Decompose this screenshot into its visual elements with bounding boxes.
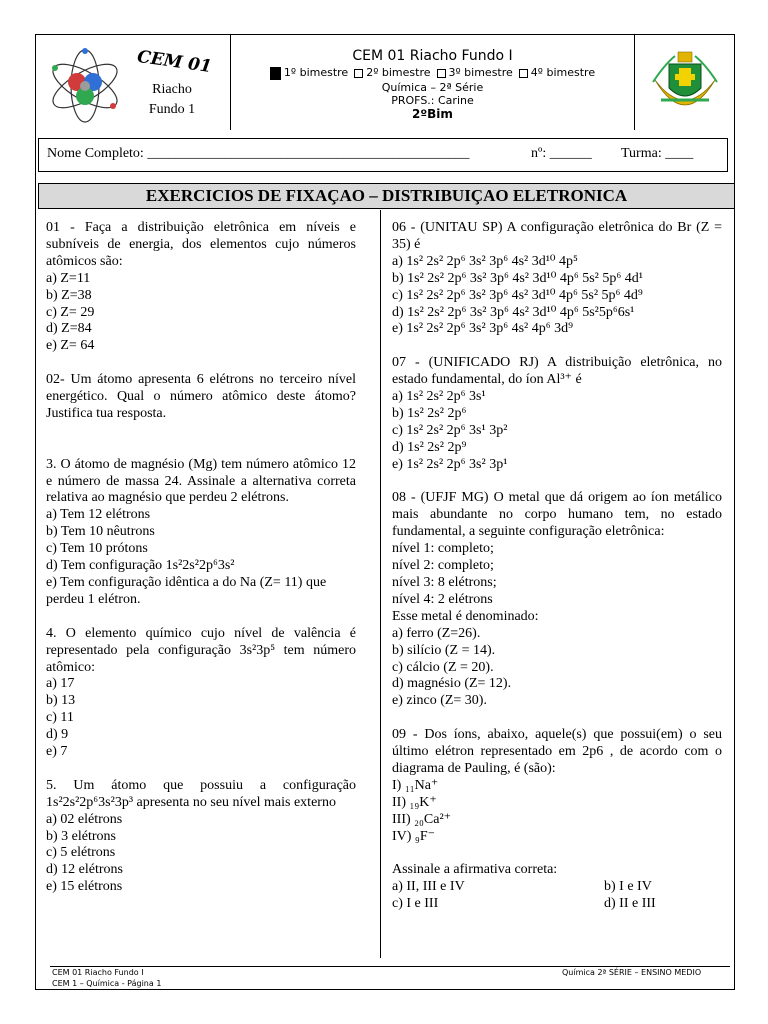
bimester-option-4[interactable]: 4º bimestre <box>519 66 595 79</box>
bimester-option-1[interactable]: 1º bimestre <box>270 66 348 80</box>
q8-option-a: a) ferro (Z=26). <box>392 625 481 641</box>
q6-option-c: c) 1s² 2s² 2p⁶ 3s² 3p⁶ 4s² 3d¹⁰ 4p⁶ 5s² 5p⁶ 4d⁹ <box>392 287 643 303</box>
footer-course: Química 2ª SÉRIE – ENSINO MEDIO <box>562 968 702 977</box>
q9-prompt: Assinale a afirmativa correta: <box>392 862 558 878</box>
state-emblem <box>635 34 735 130</box>
q8-level-1: nível 1: completo; <box>392 541 494 557</box>
question-9: 09 - Dos íons, abaixo, aquele(s) que possui(em) o seu último elétron representado em 2p6 , de acordo com o diagrama de Pauling, é (são): <box>392 727 722 776</box>
school-logo <box>35 34 231 130</box>
student-info-form <box>38 138 728 172</box>
bimester-option-2[interactable]: 2º bimestre <box>354 66 430 79</box>
worksheet-title: EXERCICIOS DE FIXAÇAO – DISTRIBUIÇAO ELETRONICA <box>38 183 735 209</box>
q4-option-e: e) 7 <box>46 744 68 760</box>
q8-prompt: Esse metal é denominado: <box>392 608 539 624</box>
q5-option-a: a) 02 elétrons <box>46 811 123 827</box>
checkbox-icon[interactable] <box>519 69 528 78</box>
q9-ion-2: II) ₁₉K⁺ <box>392 794 437 810</box>
q1-option-a: a) Z=11 <box>46 270 91 286</box>
logo-subtitle <box>145 80 199 120</box>
q9-options-row-1 <box>392 879 682 896</box>
q7-option-b: b) 1s² 2s² 2p⁶ <box>392 405 467 421</box>
question-4: 4. O elemento químico cujo nível de valência é representado pela configuração 3s²3p⁵ tem número atômico: <box>46 625 356 675</box>
school-name: CEM 01 Riacho Fundo I <box>352 48 513 64</box>
q3-option-a: a) Tem 12 elétrons <box>46 507 151 523</box>
q1-option-c: c) Z= 29 <box>46 304 95 320</box>
q7-option-d: d) 1s² 2s² 2p⁹ <box>392 439 467 455</box>
checkbox-icon[interactable] <box>354 69 363 78</box>
question-8: 08 - (UFJF MG) O metal que dá origem ao íon metálico mais abundante no corpo humano tem, no estado fundamental, a seguinte configuração eletrônica: <box>392 490 722 540</box>
q4-option-c: c) 11 <box>46 710 74 726</box>
name-field[interactable]: Nome Completo: ______________________________________________ <box>47 146 470 161</box>
q9-ion-3: III) ₂₀Ca²⁺ <box>392 811 452 827</box>
teachers: PROFS.: Carine <box>391 93 474 107</box>
q3-option-e: e) Tem configuração idêntica a do Na (Z= 11) que perdeu 1 elétron. <box>46 574 327 607</box>
checkbox-icon[interactable] <box>437 69 446 78</box>
column-divider <box>380 210 381 958</box>
q5-option-b: b) 3 elétrons <box>46 828 116 844</box>
number-field[interactable]: nº: ______ <box>531 146 592 161</box>
q6-option-b: b) 1s² 2s² 2p⁶ 3s² 3p⁶ 4s² 3d¹⁰ 4p⁶ 5s² 5p⁶ 4d¹ <box>392 270 643 286</box>
q9-option-c: c) I e III <box>392 896 439 912</box>
q9-ion-1: I) ₁₁Na⁺ <box>392 777 439 793</box>
bimester-options <box>231 66 634 80</box>
left-column <box>46 220 356 896</box>
right-column <box>392 220 722 913</box>
bimester-label: 2ºBim <box>412 106 453 121</box>
footer-divider <box>50 966 730 967</box>
logo-subtitle-line1: Riacho <box>152 82 192 97</box>
q7-option-c: c) 1s² 2s² 2p⁶ 3s¹ 3p² <box>392 422 508 438</box>
header <box>35 34 735 130</box>
logo-title: CEM 01 <box>135 46 213 78</box>
footer-page: CEM 1 – Química - Página 1 <box>52 979 162 988</box>
q1-option-d: d) Z=84 <box>46 321 92 337</box>
q4-option-d: d) 9 <box>46 727 69 743</box>
question-2: 02- Um átomo apresenta 6 elétrons no terceiro nível energético. Qual o número atômico deste átomo? Justifica tua resposta. <box>46 372 356 421</box>
q4-option-b: b) 13 <box>46 693 76 709</box>
bimester-option-3[interactable]: 3º bimestre <box>437 66 513 79</box>
q8-level-4: nível 4: 2 elétrons <box>392 591 493 607</box>
q6-option-d: d) 1s² 2s² 2p⁶ 3s² 3p⁶ 4s² 3d¹⁰ 4p⁶ 5s²5p⁶6s¹ <box>392 304 635 320</box>
q8-option-d: d) magnésio (Z= 12). <box>392 676 512 692</box>
q7-option-a: a) 1s² 2s² 2p⁶ 3s¹ <box>392 389 486 405</box>
q6-option-a: a) 1s² 2s² 2p⁶ 3s² 3p⁶ 4s² 3d¹⁰ 4p⁵ <box>392 253 578 269</box>
q1-option-e: e) Z= 64 <box>46 338 95 354</box>
footer-school: CEM 01 Riacho Fundo I <box>52 968 144 977</box>
question-6: 06 - (UNITAU SP) A configuração eletrônica do Br (Z = 35) é <box>392 220 722 252</box>
q1-option-b: b) Z=38 <box>46 287 92 303</box>
q3-option-c: c) Tem 10 prótons <box>46 541 148 557</box>
question-7: 07 - (UNIFICADO RJ) A distribuição eletrônica, no estado fundamental, do íon Al³⁺ é <box>392 355 722 388</box>
logo-subtitle-line2: Fundo 1 <box>148 102 196 117</box>
q9-option-a: a) II, III e IV <box>392 879 465 895</box>
q9-option-d: d) II e III <box>604 896 656 912</box>
q8-level-3: nível 3: 8 elétrons; <box>392 575 497 590</box>
header-info <box>231 34 635 130</box>
q6-option-e: e) 1s² 2s² 2p⁶ 3s² 3p⁶ 4s² 4p⁶ 3d⁹ <box>392 321 573 337</box>
subject: Química – 2ª Série <box>381 80 484 94</box>
q9-option-b: b) I e IV <box>604 879 652 895</box>
q8-option-c: c) cálcio (Z = 20). <box>392 659 494 675</box>
emblem-icon <box>635 34 735 130</box>
q5-option-c: c) 5 elétrons <box>46 845 116 861</box>
question-1: 01 - Faça a distribuição eletrônica em níveis e subníveis de energia, dos elementos cujo números atômicos são: <box>46 220 356 269</box>
q8-option-b: b) silício (Z = 14). <box>392 642 496 658</box>
q8-option-e: e) zinco (Z= 30). <box>392 693 487 709</box>
question-5: 5. Um átomo que possuiu a configuração 1s²2s²2p⁶3s²3p³ apresenta no seu nível mais externo <box>46 777 356 810</box>
q7-option-e: e) 1s² 2s² 2p⁶ 3s² 3p¹ <box>392 456 508 472</box>
class-field[interactable]: Turma: ____ <box>621 146 694 161</box>
checkbox-checked-icon[interactable] <box>270 67 281 80</box>
q8-level-2: nível 2: completo; <box>392 558 494 574</box>
q3-option-d: d) Tem configuração 1s²2s²2p⁶3s² <box>46 558 235 574</box>
question-3: 3. O átomo de magnésio (Mg) tem número atômico 12 e número de massa 24. Assinale a alternativa correta relativa ao magnésio que perdeu 2 elétrons. <box>46 456 356 506</box>
atom-logo-icon <box>43 46 127 126</box>
q3-option-b: b) Tem 10 nêutrons <box>46 524 155 540</box>
q5-option-d: d) 12 elétrons <box>46 862 123 878</box>
q5-option-e: e) 15 elétrons <box>46 879 123 895</box>
q9-options-row-2 <box>392 896 682 913</box>
q4-option-a: a) 17 <box>46 676 75 692</box>
q9-ion-4: IV) ₉F⁻ <box>392 828 435 844</box>
